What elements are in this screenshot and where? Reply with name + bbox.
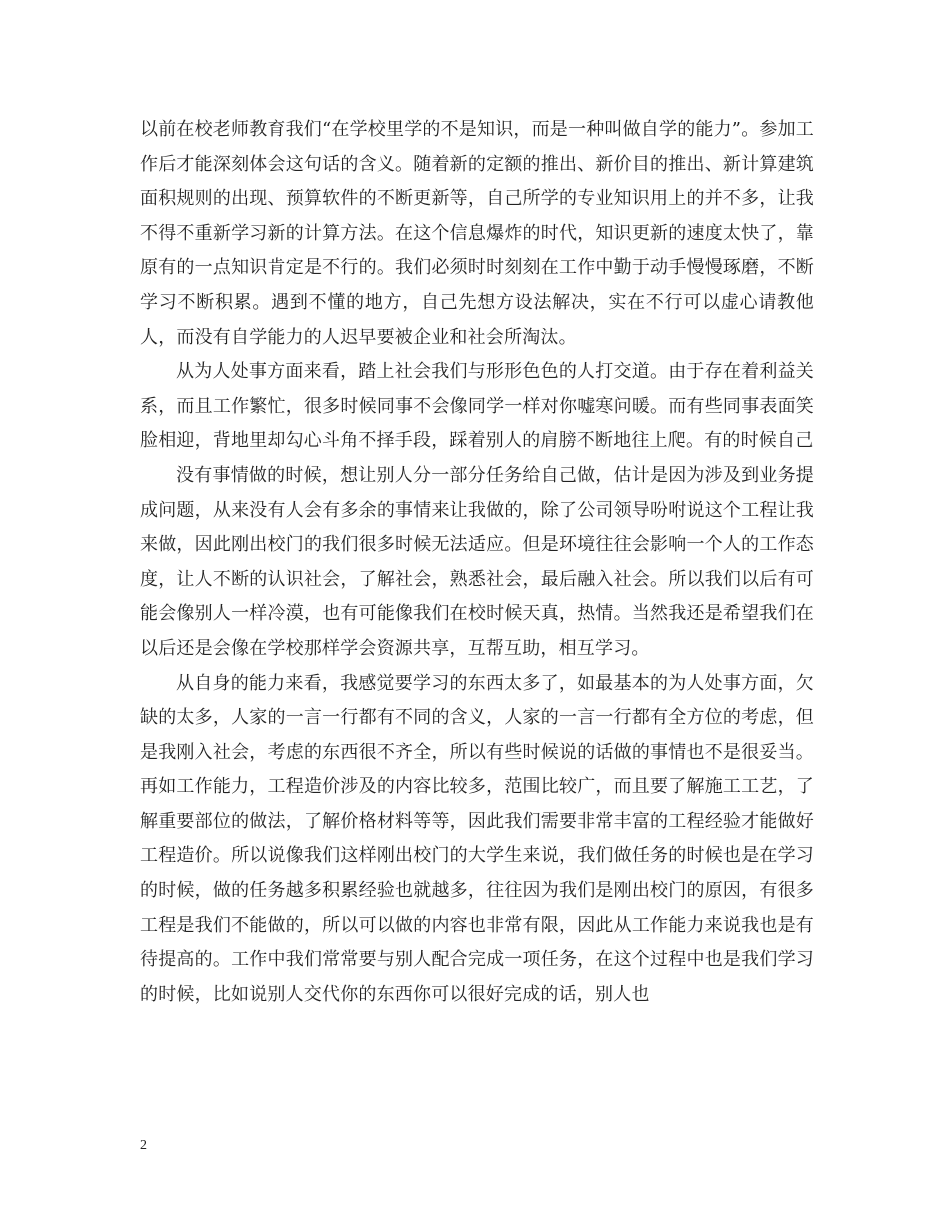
- paragraph-self-ability: 从自身的能力来看，我感觉要学习的东西太多了，如最基本的为人处事方面，欠缺的太多，人家的一言一行都有不同的含义，人家的一言一行都有全方位的考虑，但是我刚入社会，考虑的东西很不齐全，所以有些时候说的话做的事情也不是很妥当。再如工作能力，工程造价涉及的内容比较多，范围比较广，而且要了解施工工艺，了解重要部位的做法，了解价格材料等等，因此我们需要非常丰富的工程经验才能做好工程造价。所以说像我们这样刚出校门的大学生来说，我们做任务的时候也是在学习的时候，做的任务越多积累经验也就越多，往往因为我们是刚出校门的原因，有很多工程是我们不能做的，所以可以做的内容也非常有限，因此从工作能力来说我也是有待提高的。工作中我们常常要与别人配合完成一项任务，在这个过程中也是我们学习的时候，比如说别人交代你的东西你可以很好完成的话，别人也: [140, 672, 814, 1005]
- document-body: [140, 113, 814, 1012]
- paragraph-interpersonal: 从为人处事方面来看，踏上社会我们与形形色色的人打交道。由于存在着利益关系，而且工作繁忙，很多时候同事不会像同学一样对你嘘寒问暖。而有些同事表面笑脸相迎，背地里却勾心斗角不择手段，踩着别人的肩膀不断地往上爬。有的时候自己: [140, 361, 814, 452]
- paragraph-work-environment: 没有事情做的时候，想让别人分一部分任务给自己做，估计是因为涉及到业务提成问题，从来没有人会有多余的事情来让我做的，除了公司领导吩咐说这个工程让我来做，因此刚出校门的我们很多时候无法适应。但是环境往往会影响一个人的工作态度，让人不断的认识社会，了解社会，熟悉社会，最后融入社会。所以我们以后有可能会像别人一样冷漠，也有可能像我们在校时候天真，热情。当然我还是希望我们在以后还是会像在学校那样学会资源共享，互帮互助，相互学习。: [140, 464, 814, 659]
- paragraph-self-study: 以前在校老师教育我们“在学校里学的不是知识，而是一种叫做自学的能力”。参加工作后才能深刻体会这句话的含义。随着新的定额的推出、新价目的推出、新计算建筑面积规则的出现、预算软件的不断更新等，自己所学的专业知识用上的并不多，让我不得不重新学习新的计算方法。在这个信息爆炸的时代，知识更新的速度太快了，靠原有的一点知识肯定是不行的。我们必须时时刻刻在工作中勤于动手慢慢琢磨，不断学习不断积累。遇到不懂的地方，自己先想方设法解决，实在不行可以虚心请教他人，而没有自学能力的人迟早要被企业和社会所淘汰。: [140, 119, 815, 348]
- page-number: 2: [140, 1138, 147, 1153]
